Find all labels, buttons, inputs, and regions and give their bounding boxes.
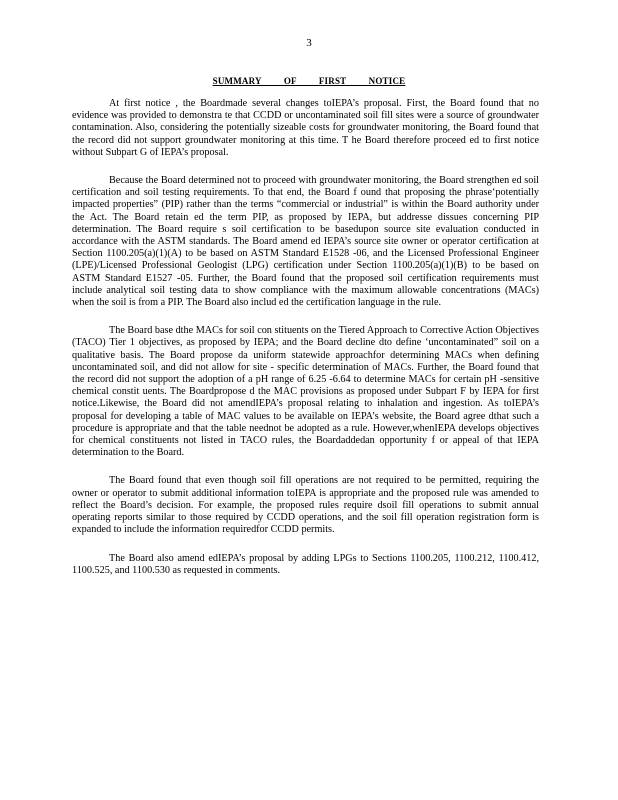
page-number: 3 bbox=[306, 37, 312, 49]
paragraph-soil-certification: Because the Board determined not to proceed with groundwater monitoring, the Board strengthen ed soil certification and soil testing requirements. To that end, the Board f ound that proposing the phrase‘potentially impacted properties” (PIP) rather than the terms “commercial or industrial” is within the Board authority under the Act. The Board retain ed the term PIP, as proposed by IEPA, but addresse dissues concerning PIP determination. The Board require s soil certification to be basedupon source site evaluation conducted in accordance with the ASTM standards. The Board amend ed IEPA’s source site owner or operator certification at Section 1100.205(a)(1)(A) to be based on ASTM Standard E1528 -06, and the Licensed Professional Engineer (LPE)/Licensed Professional Geologist (LPG) certification under Section 1100.205(a)(1)(B) to be based on ASTM Standard E1527 -05. Further, the Board found that the proposed soil certification requirements must include analytical soil testing data to show compliance with the maximum allowable concentrations (MACs) when the soil is from a PIP. The Board also includ ed the certification language in the rule. bbox=[72, 175, 539, 309]
paragraph-first-notice-changes: At first notice , the Boardmade several changes toIEPA’s proposal. First, the Board found that no evidence was provided to demonstra te that CCDD or uncontaminated soil fill sites were a source of groundwater contamination. Also, considering the potentially sizeable costs for groundwater monitoring, the Board found that the record did not support groundwater monitoring at this time. T he Board therefore proceed ed to first notice without Subpart G of IEPA’s proposal. bbox=[72, 98, 539, 158]
section-heading: SUMMARY OF FIRST NOTICE bbox=[212, 76, 406, 86]
body-text bbox=[72, 98, 539, 593]
paragraph-macs: The Board base dthe MACs for soil con stituents on the Tiered Approach to Corrective Action Objectives (TACO) Tier 1 objectives, as proposed by IEPA; and the Board decline dto define ‘uncontaminated” soil on a qualitative basis. The Board propose da uniform statewide approachfor determining MACs when defining uncontaminated soil, and did not allow for site - specific determination of MACs. Further, the Board found that the record did not support the adoption of a pH range of 6.25 -6.64 to determine MACs for certain pH -sensitive chemical constit uents. The Boardpropose d the MAC provisions as proposed under Subpart F by IEPA for first notice.Likewise, the Board did not amendIEPA’s proposal relating to inhalation and ingestion. As toIEPA’s proposal for developing a table of MAC values to be available on IEPA’s website, the Board agree dthat such a procedure is appropriate and that the table neednot be adopted as a rule. However,whenIEPA develops objectives for chemical constituents not listed in TACO rules, the Boardaddedan opportunity f or appeal of that IEPA determination to the Board. bbox=[72, 325, 539, 459]
paragraph-soil-fill-operations: The Board found that even though soil fill operations are not required to be permitted, requiring the owner or operator to submit additional information toIEPA is appropriate and the proposed rule was amended to reflect the Board’s decision. For example, the proposed rules require dsoil fill operations to submit annual operating reports similar to those required by CCDD operations, and the soil fill operation registration form is expanded to include the information requiredfor CCDD permits. bbox=[72, 475, 539, 536]
paragraph-lpgs: The Board also amend edIEPA’s proposal by adding LPGs to Sections 1100.205, 1100.212, 1100.412, 1100.525, and 1100.530 as requested in comments. bbox=[72, 552, 539, 576]
